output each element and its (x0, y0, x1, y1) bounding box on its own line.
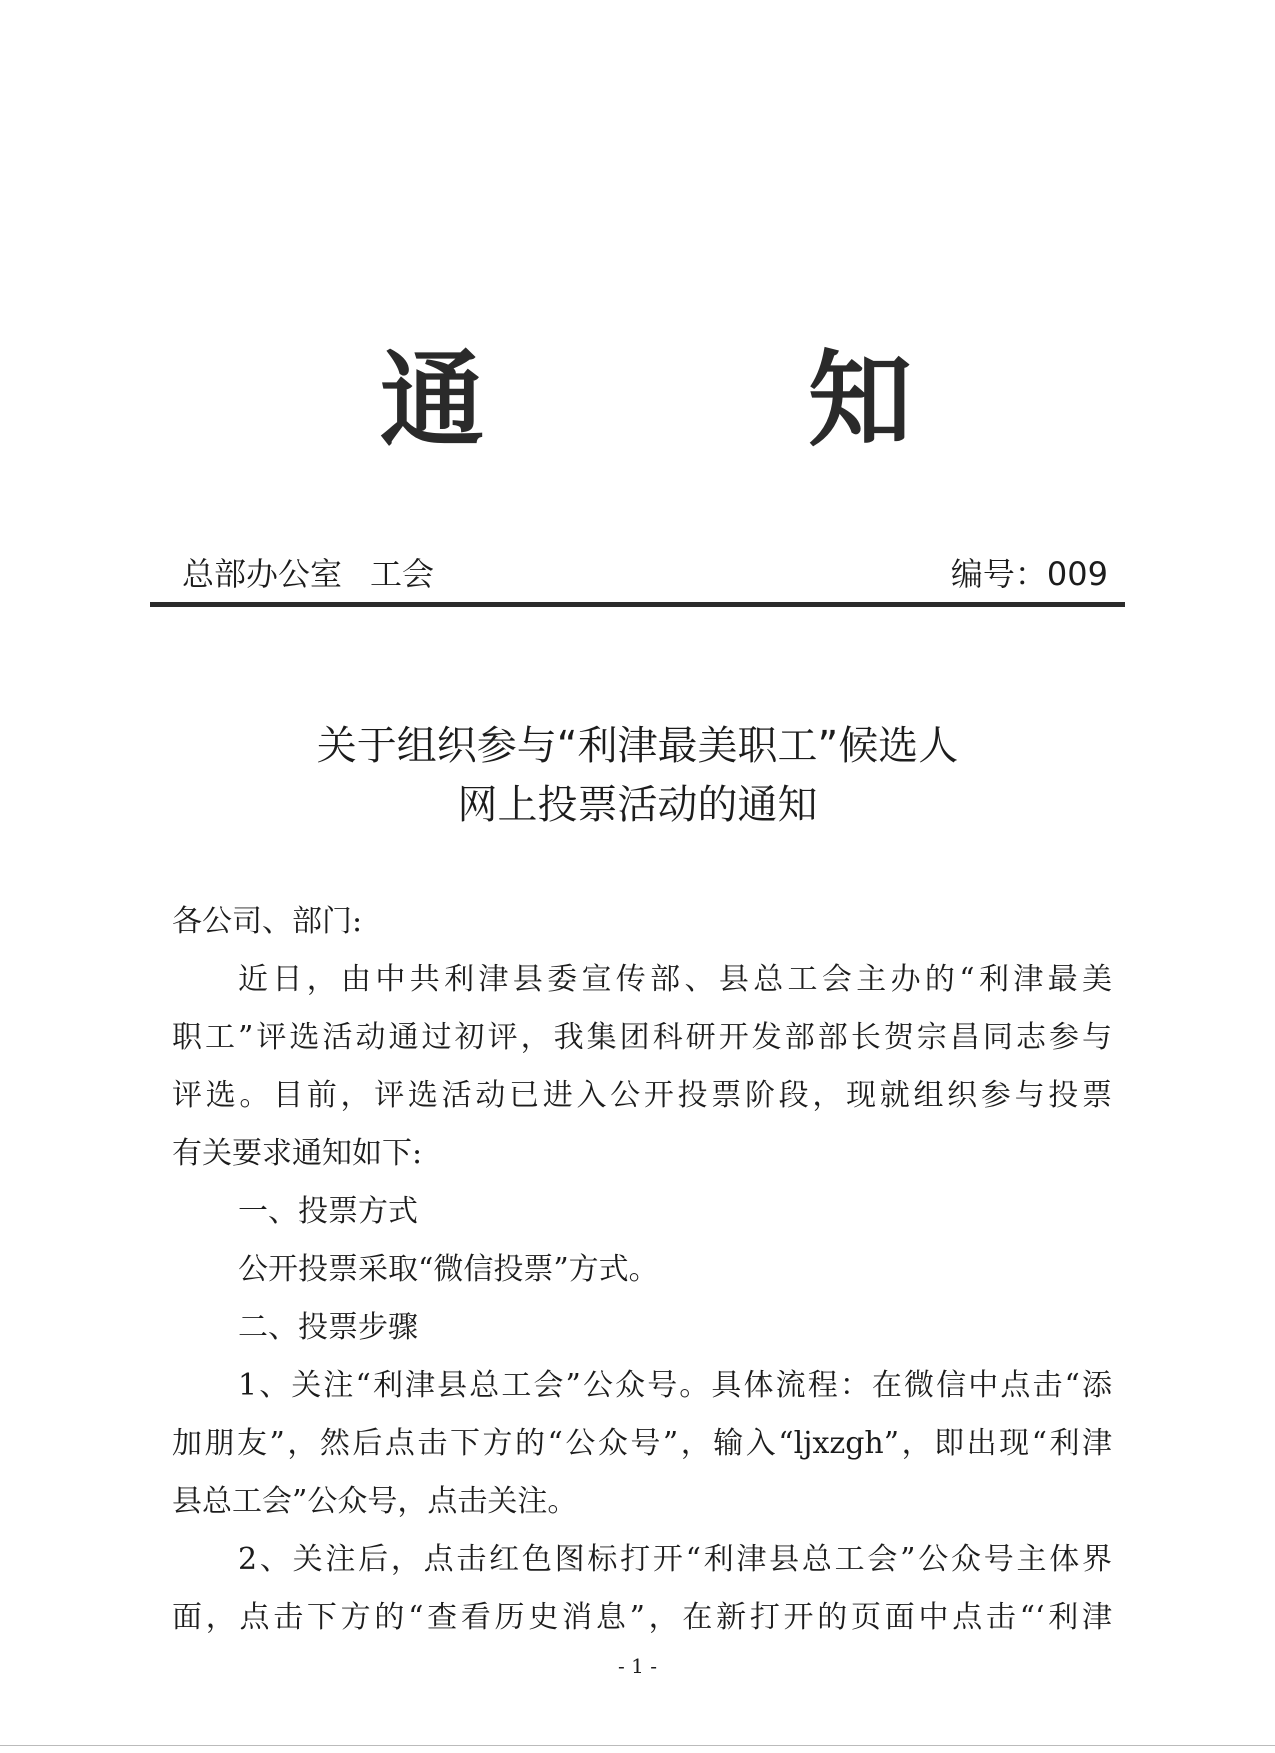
body-line: 1、关注“利津县总工会”公众号。具体流程：在微信中点击“添 (238, 1368, 1112, 1403)
header-divider (150, 602, 1125, 607)
body-line: 职工”评选活动通过初评，我集团科研开发部部长贺宗昌同志参与 (172, 1020, 1112, 1055)
document-title-line-2: 网上投票活动的通知 (457, 782, 818, 828)
issuer-office: 总部办公室 (182, 555, 343, 593)
issuer (182, 552, 434, 596)
body-line: 加朋友”，然后点击下方的“公众号”，输入“ljxzgh”，即出现“利津 (172, 1426, 1112, 1461)
body-line: 评选。目前，评选活动已进入公开投票阶段，现就组织参与投票 (172, 1078, 1112, 1113)
section-heading-voting-method: 一、投票方式 (238, 1194, 418, 1229)
section-heading-voting-steps: 二、投票步骤 (238, 1310, 418, 1345)
body-line: 2、关注后，点击红色图标打开“利津县总工会”公众号主体界 (238, 1542, 1112, 1577)
scan-edge-line (0, 1745, 1275, 1746)
page-number: - 1 - (618, 1654, 657, 1678)
document-title-line-1: 关于组织参与“利津最美职工”候选人 (316, 723, 959, 769)
body-line: 有关要求通知如下: (172, 1136, 423, 1171)
issuer-union: 工会 (370, 555, 435, 593)
body-line: 近日，由中共利津县委宣传部、县总工会主办的“利津最美 (238, 962, 1112, 997)
salutation: 各公司、部门: (172, 904, 363, 939)
document-number: 编号：009 (950, 555, 1108, 593)
issuer-row (182, 552, 1122, 596)
masthead-char-2: 知 (808, 338, 913, 461)
masthead-char-1: 通 (380, 338, 485, 461)
body-line: 公开投票采取“微信投票”方式。 (238, 1252, 659, 1287)
body-line: 县总工会”公众号，点击关注。 (172, 1484, 578, 1519)
body-line: 面，点击下方的“查看历史消息”，在新打开的页面中点击“‘利津 (172, 1600, 1112, 1635)
